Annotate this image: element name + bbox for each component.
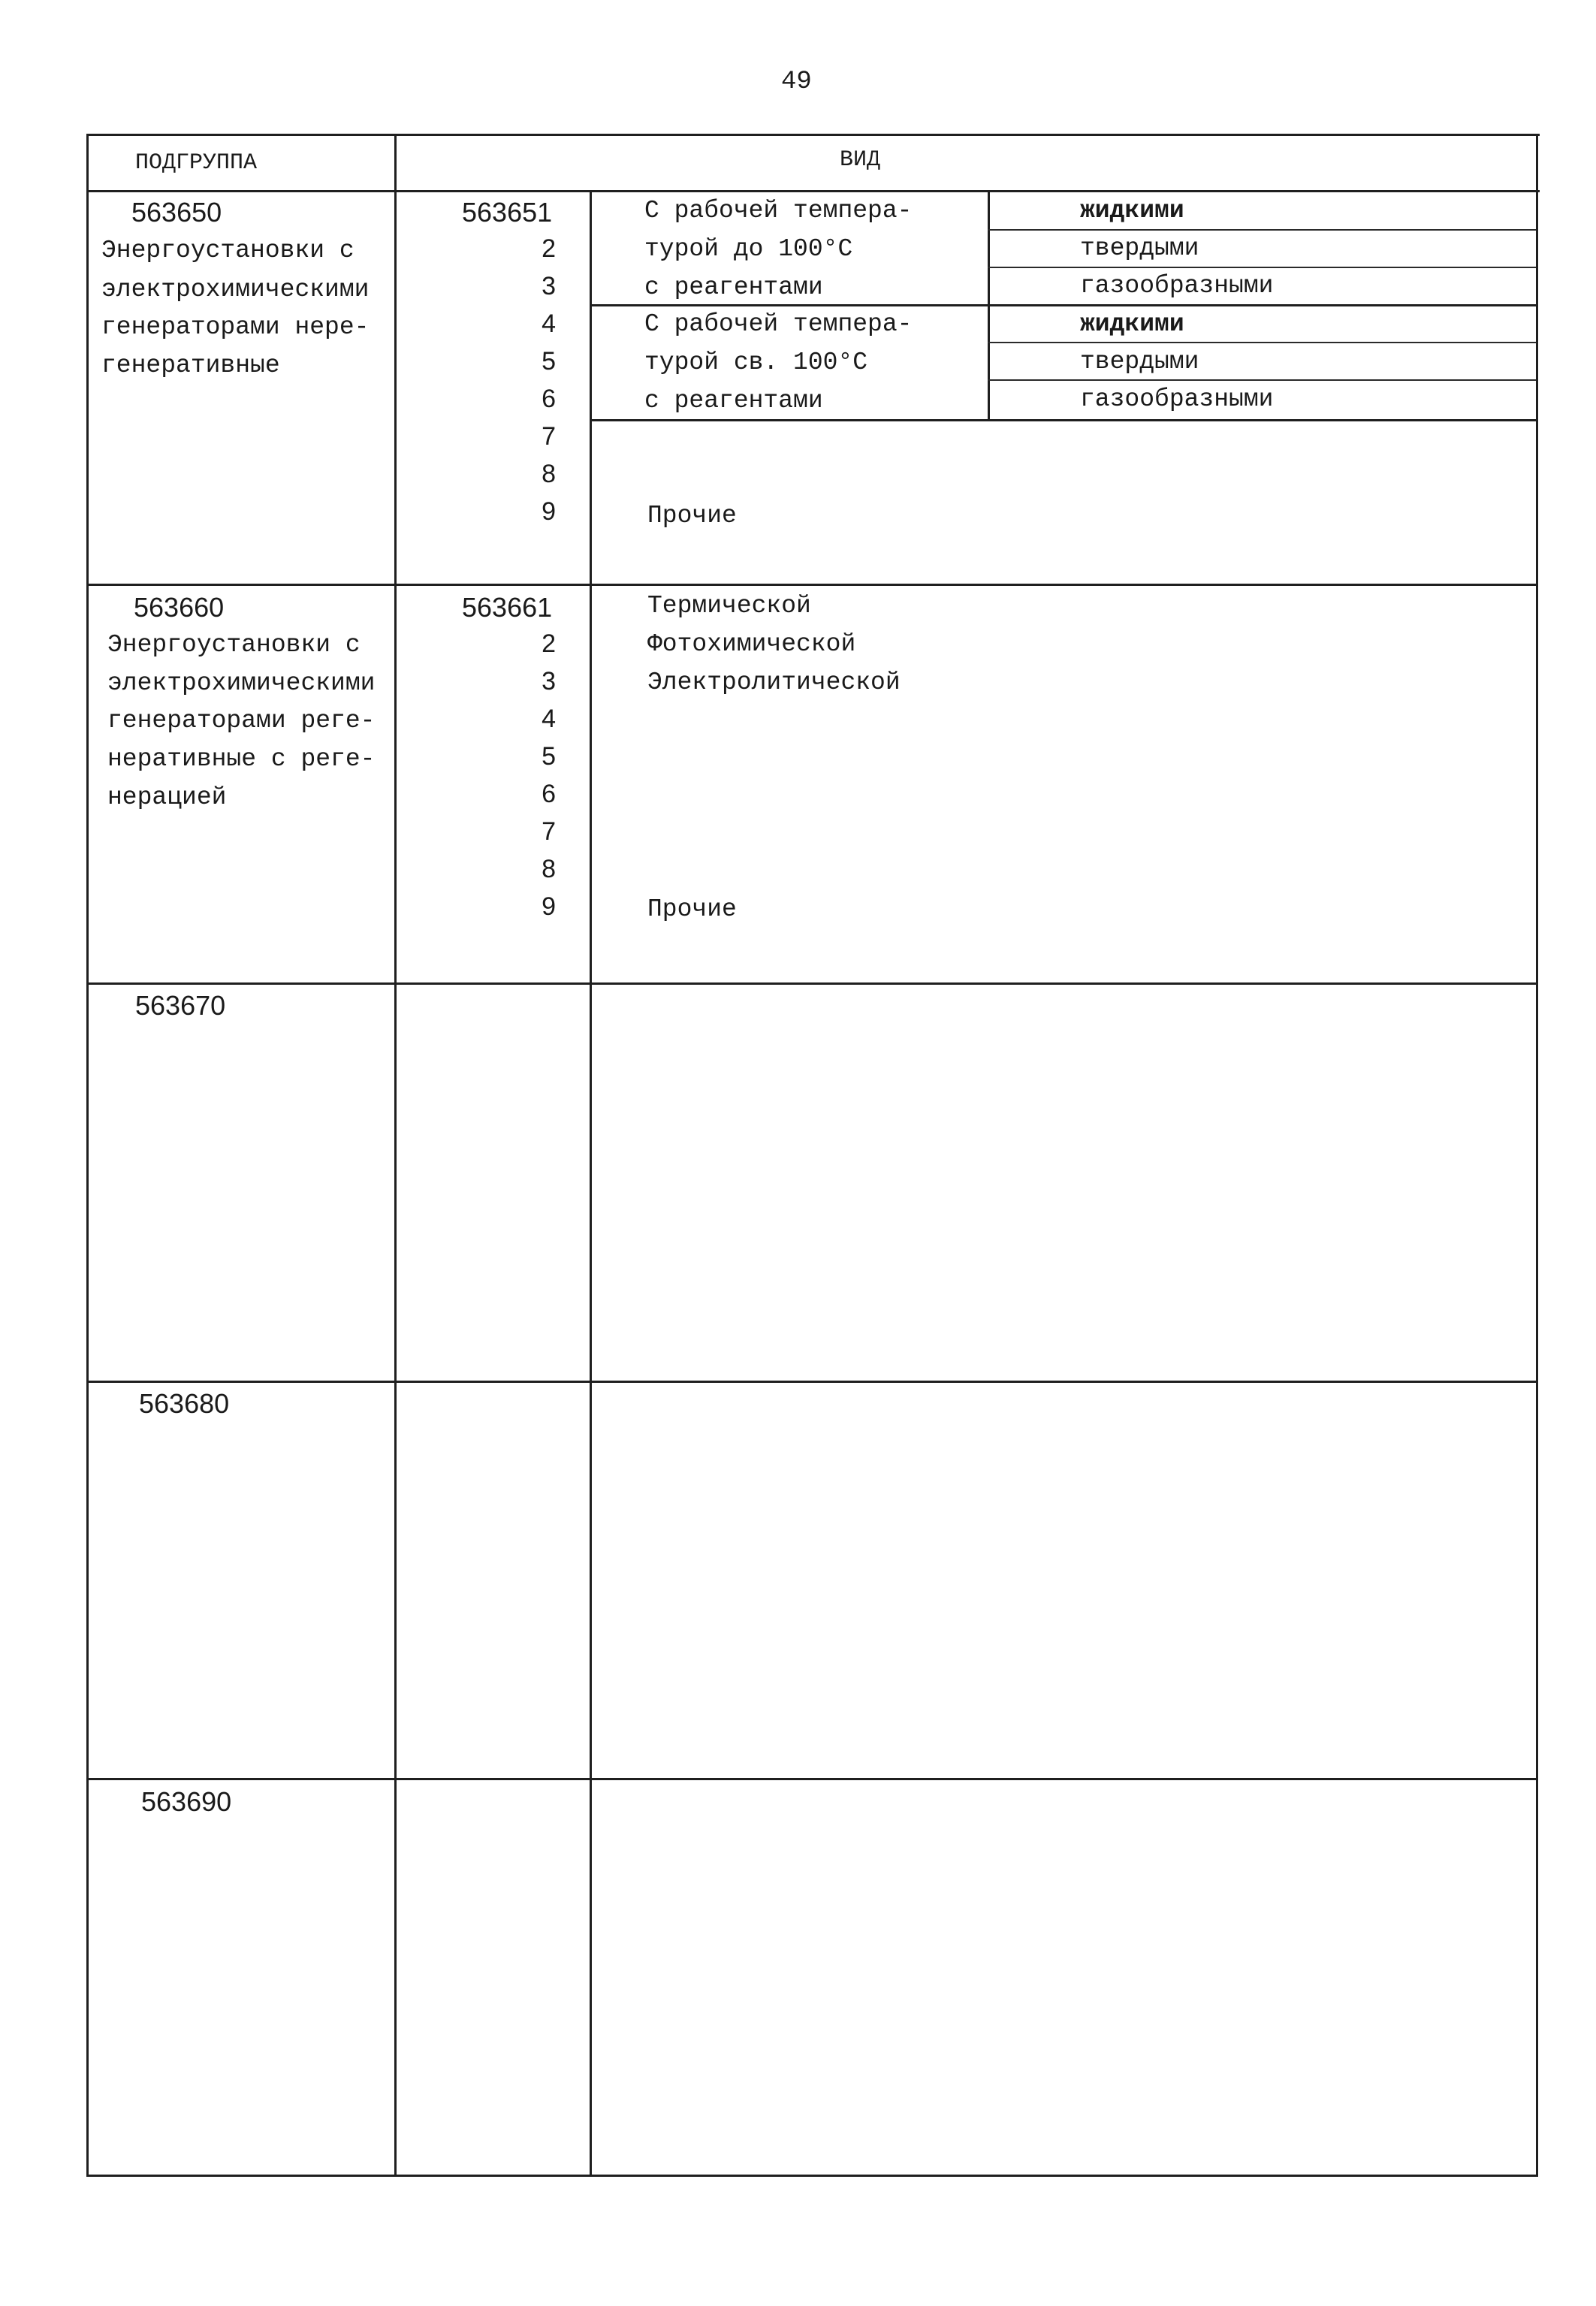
item-number: 6 xyxy=(542,780,556,808)
item-number: 2 xyxy=(542,234,556,263)
column-divider-2 xyxy=(590,190,592,2177)
subgroup-header: ПОДГРУППА xyxy=(135,150,258,176)
group-name-line: электрохимическими xyxy=(101,276,370,303)
option-line-3 xyxy=(988,342,1536,343)
group-name-line: Энергоустановки с xyxy=(101,237,354,264)
item-number: 4 xyxy=(542,309,556,338)
option-label: жидкими xyxy=(1080,197,1184,225)
other-label: Прочие xyxy=(647,502,737,530)
group-name-line: генераторами нере- xyxy=(101,313,370,341)
group-name-line: генеративные xyxy=(101,352,280,379)
other-label: Прочие xyxy=(647,895,737,923)
item-number: 3 xyxy=(542,272,556,300)
table-right-border xyxy=(1536,134,1538,2177)
option-label: твердыми xyxy=(1080,348,1199,376)
option-label: твердыми xyxy=(1080,234,1199,262)
option-label: газообразными xyxy=(1080,272,1274,300)
option-label: жидкими xyxy=(1080,310,1184,338)
subgroup-bottom-line xyxy=(590,419,1536,421)
option-label: газообразными xyxy=(1080,385,1274,413)
group-name-line: генераторами реге- xyxy=(107,707,376,735)
option-line-2 xyxy=(988,267,1536,268)
group-code: 563680 xyxy=(139,1388,230,1419)
subgroup-line: турой св. 100°С xyxy=(644,349,868,376)
item-number: 5 xyxy=(542,742,556,771)
item-number: 2 xyxy=(542,629,556,658)
column-divider-1 xyxy=(394,134,397,2177)
item-number: 4 xyxy=(542,705,556,733)
group-code: 563650 xyxy=(131,197,222,228)
subgroup-line: с реагентами xyxy=(644,273,823,301)
group-name-line: Энергоустановки с xyxy=(107,631,361,659)
group-code: 563690 xyxy=(141,1786,232,1817)
item-number: 6 xyxy=(542,385,556,413)
group-code: 563670 xyxy=(135,990,226,1021)
item-number: 8 xyxy=(542,460,556,488)
item-number: 9 xyxy=(542,497,556,526)
row-separator-2 xyxy=(86,982,1538,985)
group-code: 563660 xyxy=(134,592,225,623)
table-bottom-border xyxy=(86,2175,1538,2177)
row-separator-1 xyxy=(86,584,1538,586)
item-number: 7 xyxy=(542,422,556,451)
group-name-line: неративные с реге- xyxy=(107,745,376,773)
option-line-1 xyxy=(988,229,1536,231)
subgroup-line: турой до 100°С xyxy=(644,235,853,263)
header-bottom-border xyxy=(86,190,1540,192)
item-label: Фотохимической xyxy=(647,630,856,658)
subgroup-line: с реагентами xyxy=(644,387,823,415)
kind-header: ВИД xyxy=(840,147,881,173)
row-separator-3 xyxy=(86,1381,1538,1383)
item-label: Электролитической xyxy=(647,669,901,696)
table-top-border xyxy=(86,134,1540,136)
subgroup-separator xyxy=(590,304,1536,306)
item-label: Термической xyxy=(647,592,811,620)
subgroup-line: С рабочей темпера- xyxy=(644,197,913,225)
item-number: 3 xyxy=(542,667,556,696)
page-number: 49 xyxy=(781,68,812,96)
item-number: 5 xyxy=(542,347,556,376)
row-separator-4 xyxy=(86,1778,1538,1780)
group-name-line: электрохимическими xyxy=(107,669,376,697)
item-code: 563651 xyxy=(462,197,553,228)
item-number: 7 xyxy=(542,817,556,846)
table-left-border xyxy=(86,134,89,2177)
item-number: 8 xyxy=(542,855,556,883)
subgroup-line: С рабочей темпера- xyxy=(644,310,913,338)
group-name-line: нерацией xyxy=(107,783,227,811)
item-number: 9 xyxy=(542,892,556,921)
item-code: 563661 xyxy=(462,592,553,623)
option-line-4 xyxy=(988,379,1536,381)
